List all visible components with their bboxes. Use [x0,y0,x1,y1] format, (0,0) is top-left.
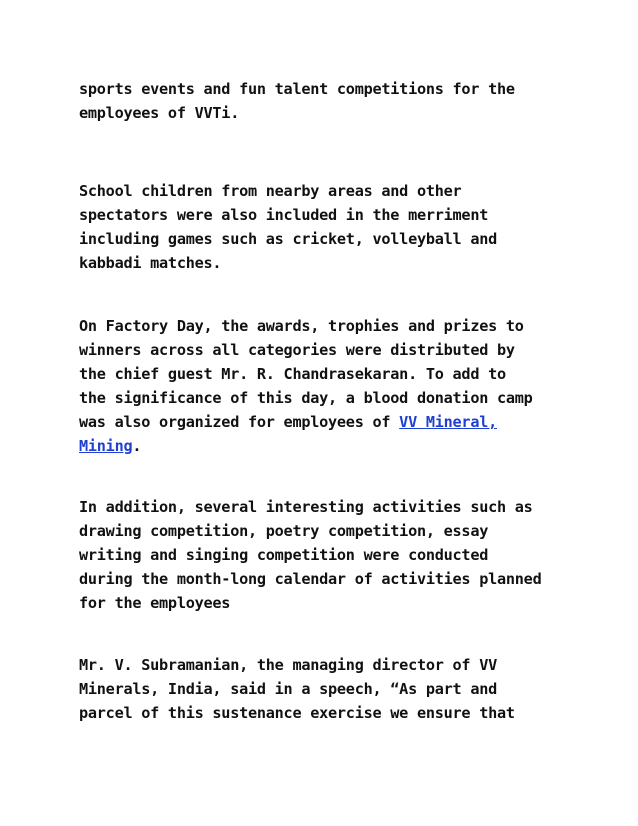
paragraph-managing-director [79,653,569,725]
paragraph-line-with-link [79,434,569,458]
paragraph-line: the chief guest Mr. R. Chandrasekaran. To add to [79,365,506,383]
paragraph-line: School children from nearby areas and other [79,182,462,200]
paragraph-school-children [79,179,569,275]
paragraph-line: including games such as cricket, volleyball and [79,230,498,248]
paragraph-intro [79,77,569,125]
paragraph-line-text: was also organized for employees of [79,413,400,431]
paragraph-factory-day [79,314,569,458]
link-trailing-period: . [132,437,142,455]
paragraph-line: sports events and fun talent competitions for the [79,80,515,98]
paragraph-line: drawing competition, poetry competition, essay [79,522,489,540]
paragraph-line: writing and singing competition were conducted [79,546,489,564]
paragraph-line: during the month-long calendar of activities planned [79,570,542,588]
paragraph-line: parcel of this sustenance exercise we ensure that [79,704,515,722]
paragraph-line-with-link [79,410,569,434]
vv-mineral-link-part1[interactable]: VV Mineral, [399,413,498,431]
vv-mineral-link-part2[interactable]: Mining [79,437,133,455]
paragraph-line: Minerals, India, said in a speech, “As part and [79,680,498,698]
paragraph-line: winners across all categories were distributed by [79,341,515,359]
paragraph-line: employees of VVTi. [79,104,240,122]
paragraph-line: for the employees [79,594,231,612]
paragraph-line: Mr. V. Subramanian, the managing director of VV [79,656,498,674]
paragraph-line: spectators were also included in the merriment [79,206,489,224]
paragraph-activities [79,495,569,615]
paragraph-line: On Factory Day, the awards, trophies and prizes to [79,317,524,335]
paragraph-line: In addition, several interesting activities such as [79,498,533,516]
paragraph-line: kabbadi matches. [79,254,222,272]
paragraph-line: the significance of this day, a blood donation camp [79,389,533,407]
